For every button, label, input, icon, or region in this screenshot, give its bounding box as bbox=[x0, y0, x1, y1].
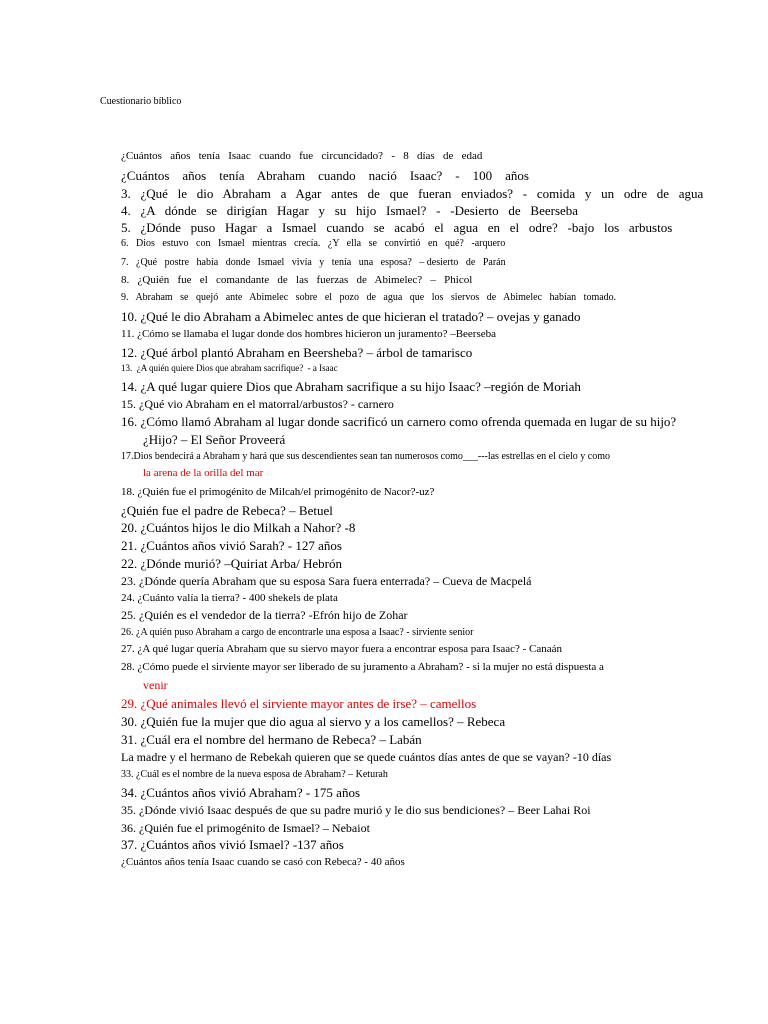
question-line: 26. ¿A quién puso Abraham a cargo de encontrarle una esposa a Isaac? - sirviente senior bbox=[121, 627, 474, 638]
question-line: La madre y el hermano de Rebekah quieren que se quede cuántos días antes de que se vayan? -10 días bbox=[121, 750, 612, 764]
question-line: 3. ¿Qué le dio Abraham a Agar antes de que fueran enviados? - comida y un odre de agua bbox=[121, 186, 704, 201]
question-line: 27. ¿A qué lugar quería Abraham que su siervo mayor fuera a encontrar esposa para Isaac? - Canaán bbox=[121, 643, 563, 655]
question-line: 9. Abraham se quejó ante Abimelec sobre el pozo de agua que los siervos de Abimelec habían tomado. bbox=[121, 292, 617, 303]
question-line: venir bbox=[143, 678, 168, 692]
question-line: 30. ¿Quién fue la mujer que dio agua al siervo y a los camellos? – Rebeca bbox=[121, 714, 506, 729]
question-line: 35. ¿Dónde vivió Isaac después de que su padre murió y le dio sus bendiciones? – Beer Lahai Roi bbox=[121, 803, 591, 817]
question-line: 12. ¿Qué árbol plantó Abraham en Beersheba? – árbol de tamarisco bbox=[121, 345, 473, 360]
question-line: ¿Quién fue el padre de Rebeca? – Betuel bbox=[121, 503, 333, 518]
question-line: 22. ¿Dónde murió? –Quiriat Arba/ Hebrón bbox=[121, 556, 342, 571]
question-line: 25. ¿Quién es el vendedor de la tierra? -Efrón hijo de Zohar bbox=[121, 608, 408, 622]
question-line: 5. ¿Dónde puso Hagar a Ismael cuando se acabó el agua en el odre? -bajo los arbustos bbox=[121, 220, 673, 235]
question-line: ¿Cuántos años tenía Isaac cuando se casó con Rebeca? - 40 años bbox=[121, 856, 405, 868]
question-line: 33. ¿Cuál es el nombre de la nueva esposa de Abraham? – Keturah bbox=[121, 769, 388, 780]
question-line: 23. ¿Dónde quería Abraham que su esposa Sara fuera enterrada? – Cueva de Macpelá bbox=[121, 574, 532, 588]
document-title: Cuestionario bíblico bbox=[100, 96, 182, 107]
question-line: 24. ¿Cuánto valía la tierra? - 400 shekels de plata bbox=[121, 592, 338, 604]
question-line: ¿Cuántos años tenía Isaac cuando fue circuncidado? - 8 días de edad bbox=[121, 150, 483, 162]
question-line: 37. ¿Cuántos años vivió Ismael? -137 años bbox=[121, 837, 344, 852]
question-line: 11. ¿Cómo se llamaba el lugar donde dos hombres hicieron un juramento? –Beerseba bbox=[121, 328, 497, 340]
question-line: 10. ¿Qué le dio Abraham a Abimelec antes de que hicieran el tratado? – ovejas y ganado bbox=[121, 309, 581, 324]
question-line: 15. ¿Qué vio Abraham en el matorral/arbustos? - carnero bbox=[121, 397, 394, 411]
question-line: 6. Dios estuvo con Ismael mientras crecía. ¿Y ella se convirtió en qué? -arquero bbox=[121, 238, 506, 249]
question-line: la arena de la orilla del mar bbox=[143, 467, 264, 479]
question-line: 29. ¿Qué animales llevó el sirviente mayor antes de irse? – camellos bbox=[121, 696, 477, 711]
question-line: 34. ¿Cuántos años vivió Abraham? - 175 años bbox=[121, 785, 361, 800]
question-line: 7. ¿Qué postre había donde Ismael vivía y tenía una esposa? – desierto de Parán bbox=[121, 257, 506, 268]
question-line: ¿Hijo? – El Señor Proveerá bbox=[143, 432, 286, 447]
question-line: 36. ¿Quién fue el primogénito de Ismael? – Nebaiot bbox=[121, 821, 370, 835]
question-line: 16. ¿Cómo llamó Abraham al lugar donde sacrificó un carnero como ofrenda quemada en lugar de su hijo? bbox=[121, 414, 677, 429]
question-line: 4. ¿A dónde se dirigían Hagar y su hijo Ismael? - -Desierto de Beerseba bbox=[121, 203, 579, 218]
question-line: 8. ¿Quién fue el comandante de las fuerzas de Abimelec? – Phicol bbox=[121, 274, 473, 286]
question-line: 28. ¿Cómo puede el sirviente mayor ser liberado de su juramento a Abraham? - si la mujer no está dispuesta a bbox=[121, 661, 604, 673]
question-line: 21. ¿Cuántos años vivió Sarah? - 127 años bbox=[121, 538, 342, 553]
question-line: ¿Cuántos años tenía Abraham cuando nació Isaac? - 100 años bbox=[121, 168, 529, 183]
question-line: 17.Dios bendecirá a Abraham y hará que sus descendientes sean tan numerosos como___---las estrellas en el cielo y como bbox=[121, 451, 611, 462]
question-line: 20. ¿Cuántos hijos le dio Milkah a Nahor? -8 bbox=[121, 520, 356, 535]
question-line: 14. ¿A qué lugar quiere Dios que Abraham sacrifique a su hijo Isaac? –región de Moriah bbox=[121, 379, 581, 394]
question-line: 18. ¿Quién fue el primogénito de Milcah/el primogénito de Nacor?-uz? bbox=[121, 486, 435, 498]
question-line: 13. ¿A quién quiere Dios que abraham sacrifique? - a Isaac bbox=[121, 363, 338, 373]
question-line: 31. ¿Cuál era el nombre del hermano de Rebeca? – Labán bbox=[121, 732, 422, 747]
